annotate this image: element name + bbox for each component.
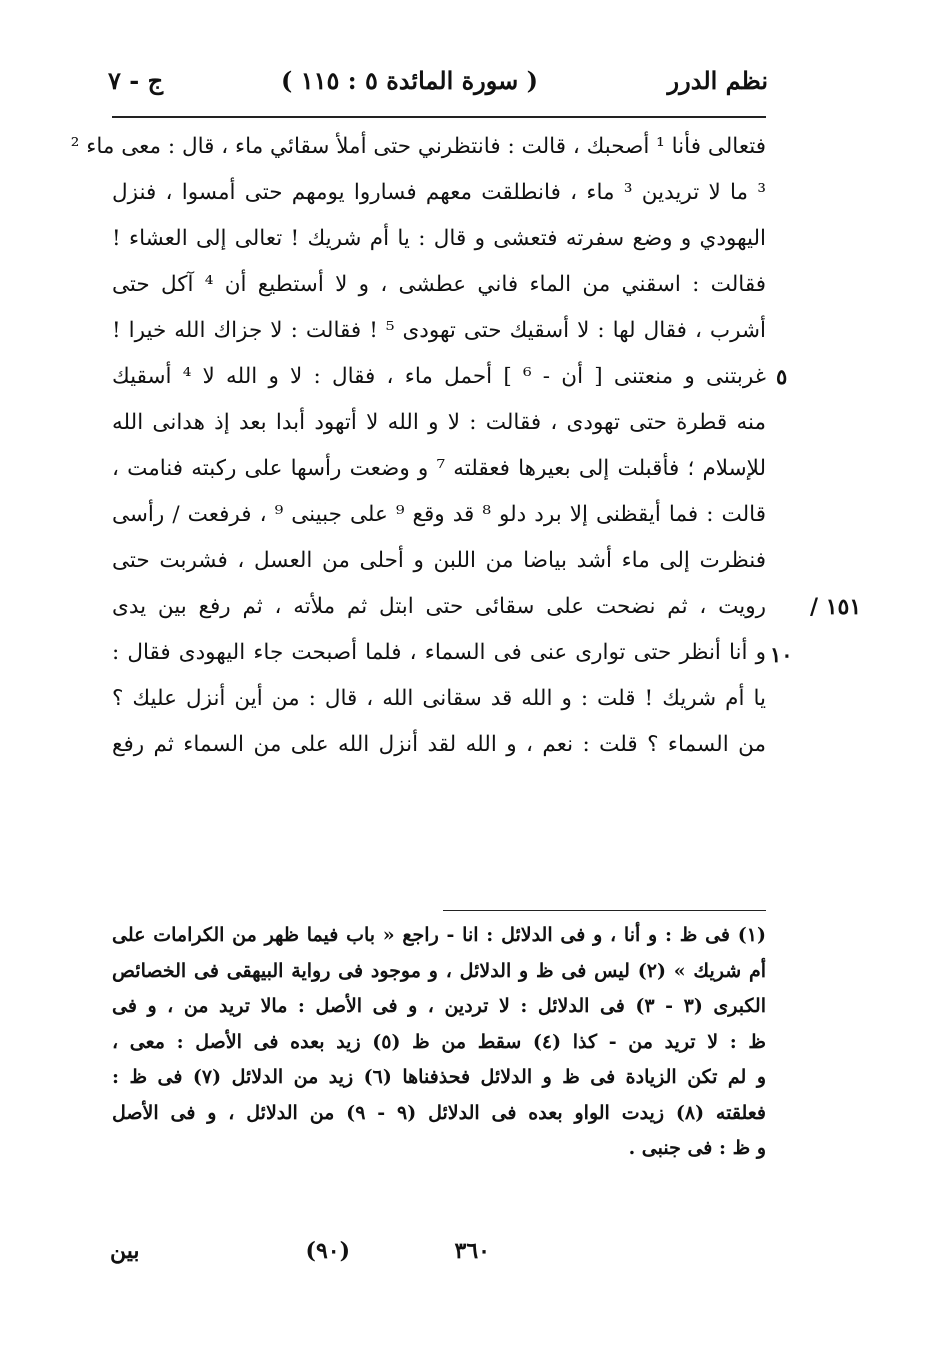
footnote-line: و لم تكن الزيادة فى ظ و الدلائل فحذفناها (٦) زيد من الدلائل (٧) فى ظ :	[112, 1066, 766, 1088]
footnote-line: أم شريك » (٢) ليس فى ظ و الدلائل ، و موجود فى رواية البيهقى فى الخصائص	[112, 959, 766, 982]
page-footer	[110, 1234, 490, 1274]
catchword: بين	[110, 1238, 140, 1264]
line-number-5: ٥	[776, 364, 788, 389]
surah-reference: ( سورة المائدة ٥ : ١١٥ )	[281, 66, 538, 95]
manuscript-page-reference: ١٥١ /	[810, 594, 862, 620]
text-line: رويت ، ثم نضحت على سقائى حتى ابتل ثم ملأته ، ثم رفع بين يدى	[112, 594, 766, 619]
footnote-line: فعلقته (٨) زيدت الواو بعده فى الدلائل (٩ - ٩) من الدلائل ، و فى الأصل	[112, 1101, 766, 1124]
running-header	[108, 62, 768, 102]
main-text	[70, 124, 767, 768]
text-line: ³ ما لا تريدين ³ ماء ، فانطلقت معهم فساروا يومهم حتى أمسوا ، فنزل	[112, 180, 766, 205]
footnote-line: الكبرى (٣ - ٣) فى الدلائل : لا تردين ، و فى الأصل : مالا تريد من ، و فى	[112, 995, 766, 1017]
text-line: من السماء ؟ قلت : نعم ، و الله لقد أنزل الله على من السماء ثم رفع	[112, 732, 766, 757]
header-rule	[112, 116, 766, 118]
text-line: فنظرت إلى ماء أشد بياضا من اللبن و أحلى من العسل ، فشربت حتى	[112, 548, 766, 573]
footnote-line: ظ : لا تريد من - كذا (٤) سقط من ظ (٥) زيد بعده فى الأصل : معى ،	[112, 1030, 766, 1053]
line-number-10: ١٠	[770, 642, 793, 667]
text-line: منه قطرة حتى تهودى ، فقالت : لا و الله لا أتهود أبدا بعد إذ هدانى الله	[112, 410, 766, 435]
text-line: يا أم شريك ! قلت : و الله قد سقانى الله ، قال : من أين أنزل عليك ؟	[112, 686, 766, 711]
text-line: و أنا أنظر حتى توارى عنى فى السماء ، فلما أصبحت جاء اليهودى فقال :	[112, 640, 766, 665]
text-line: أشرب ، فقال لها : لا أسقيك حتى تهودى ⁵ ! فقالت : لا جزاك الله خيرا !	[112, 318, 766, 343]
text-line: قالت : فما أيقظنى إلا برد دلو ⁸ قد وقع ⁹ على جبينى ⁹ ، فرفعت / رأسى	[112, 502, 767, 527]
text-line: فتعالى فأنا ¹ أصحبك ، قالت : فانتظرني حتى أملأ سقائي ماء ، قال : معى ماء ²	[70, 134, 766, 159]
signature-mark: (٩٠)	[305, 1238, 350, 1264]
text-line: للإسلام ؛ فأقبلت إلى بعيرها فعقلته ⁷ و وضعت رأسها على ركبته فنامت ،	[112, 456, 766, 481]
volume-number: ج - ٧	[108, 66, 164, 95]
footnote-line: و ظ : فى جنبى .	[628, 1137, 766, 1159]
footnotes	[112, 918, 766, 1167]
book-title: نظم الدرر	[667, 66, 768, 95]
text-line: اليهودي و وضع سفرته فتعشى و قال : يا أم شريك ! تعالى إلى العشاء !	[112, 226, 766, 251]
footnote-rule	[443, 910, 766, 911]
footnote-line: (١) فى ظ : و أنا ، و فى الدلائل : انا - راجع « باب فيما ظهر من الكرامات على	[112, 924, 766, 946]
text-line: فقالت : اسقني من الماء فاني عطشى ، و لا أستطيع أن ⁴ آكل حتى	[112, 272, 767, 297]
page-number: ٣٦٠	[454, 1238, 490, 1264]
text-line: غربتنى و منعتنى [ أن - ⁶ ] أحمل ماء ، فقال : لا و الله لا ⁴ أسقيك	[112, 364, 766, 389]
